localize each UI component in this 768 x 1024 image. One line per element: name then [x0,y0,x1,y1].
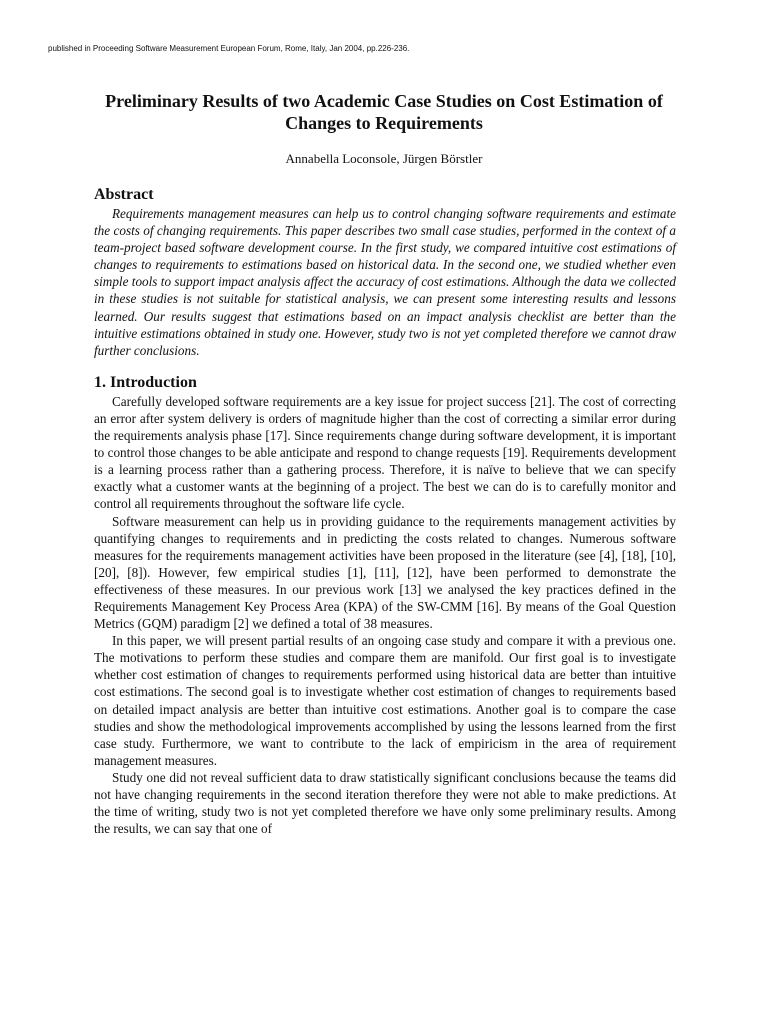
introduction-paragraph-2: Software measurement can help us in providing guidance to the requirements management activities by quantifying changes to requirements and in predicting the costs related to changes. Numerous software measures for the requirements management activities have been proposed in the literature (see [4], [18], [10], [20], [8]). However, few empirical studies [1], [11], [12], have been performed to demonstrate the effectiveness of these measures. In our previous work [13] we analysed the key practices defined in the Requirements Management Key Process Area (KPA) of the SW-CMM [16]. By means of the Goal Question Metrics (GQM) paradigm [2] we defined a total of 38 measures. [94,513,676,632]
abstract-heading: Abstract [94,186,154,203]
introduction-heading: 1. Introduction [94,373,197,391]
paper-title: Preliminary Results of two Academic Case Studies on Cost Estimation of Changes to Requirements [105,91,663,133]
paper-authors: Annabella Loconsole, Jürgen Börstler [285,151,483,166]
introduction-paragraph-1: Carefully developed software requirements are a key issue for project success [21]. The cost of correcting an error after system delivery is orders of magnitude higher than the cost of correcting a similar error during the requirements analysis phase [17]. Since requirements change during software development, it is important to control those changes to be able anticipate and respond to change requests [19]. Requirements development is a learning process rather than a gathering process. Therefore, it is naïve to believe that we can specify exactly what a customer wants at the beginning of a project. The best we can do is to carefully monitor and control all requirements throughout the software life cycle. [94,393,676,512]
introduction-paragraph-4: Study one did not reveal sufficient data to draw statistically significant conclusions because the teams did not have changing requirements in the second iteration therefore they were not able to make predictions. At the time of writing, study two is not yet completed therefore we have only some preliminary results. Among the results, we can say that one of [94,769,676,837]
introduction-paragraph-3: In this paper, we will present partial results of an ongoing case study and compare it with a previous one. The motivations to perform these studies and compare them are manifold. Our first goal is to investigate whether cost estimation of changes to requirements performed using historical data are better than intuitive cost estimations. The second goal is to investigate whether cost estimation of changes to requirements based on detailed impact analysis are better than intuitive cost estimations. Another goal is to compare the case studies and show the methodological improvements accomplished by using the lessons learned from the first case study. Furthermore, we want to contribute to the lack of empiricism in the area of requirement management measures. [94,633,676,768]
publication-note: published in Proceeding Software Measurement European Forum, Rome, Italy, Jan 2004, pp.226-236. [48,44,410,53]
abstract-text: Requirements management measures can help us to control changing software requirements and estimate the costs of changing requirements. This paper describes two small case studies, performed in the context of a team-project based software development course. In the first study, we compared intuitive cost estimations of changes to requirements to estimations based on historical data. In the second one, we studied whether even simple tools to support impact analysis affect the accuracy of cost estimations. Although the data we collected in these studies is not suitable for statistical analysis, we can present some interesting results and lessons learned. Our results suggest that estimations based on an impact analysis checklist are better than the intuitive estimations obtained in study one. However, study two is not yet completed therefore we cannot draw further conclusions. [94,206,676,358]
body-column [94,185,676,837]
